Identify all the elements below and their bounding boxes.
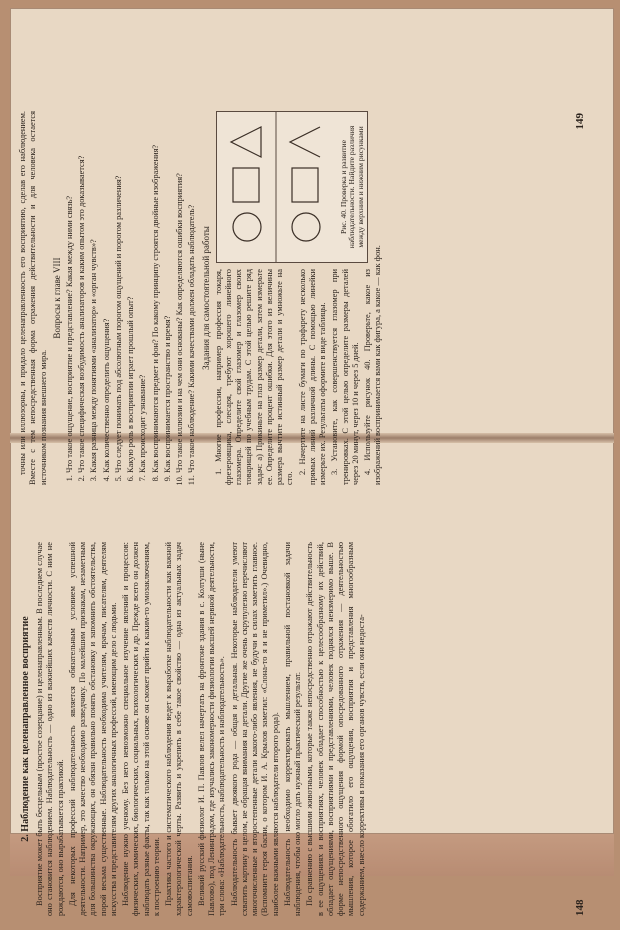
page-148 (10, 530, 590, 930)
question-item: 11. Что такое наблюдение? Какими качествами должен обладать наблюдатель? (187, 111, 197, 473)
question-item: 1. Что такое ощущение, восприятие и представление? Какая между ними связь? (65, 111, 75, 473)
body-paragraph: Наблюдение нужно ученому. Без него невозможно специальное изучение явлений и процессов: физических, химических, биологических, социальных, психологических и др. Прежде всего он должен наблюдать разные факты, так как только на этой основе он сможет прийти к каким-то умозаключениям, к построению теории. (121, 542, 161, 916)
figure-caption: Рис. 40. Проверка и развитие наблюдательности. Найдите различия между верхним и нижним рисунками (338, 125, 365, 249)
illustration-drawing (217, 112, 335, 262)
body-paragraph: Великий русский физиолог И. П. Павлов велел начертать на фронтоне здания в с. Колтуши (ныне Павлово), под Ленинградом, где изучались закономерности физиологии высшей нервной деятельности, три слова: «Наблюдательность, наблюдательность и наблюдательность». (196, 542, 227, 916)
body-paragraph: По сравнению с высшими животными, которые также непосредственно отражают действительность в ее ощущениях и восприятиях, человек обладает способностью к целесообразному их действий, обладает ощущениями, восприятиями и представлениями, человек поднялся неизмеримо выше. В форме непосредственного ощущения формой опосредованного отражения — деятельностью мышления, которое обогатило его ощущения, восприятия и представления многообразным содержанием, внесло коррективы в показания его органов чувств, если они недоста- (305, 542, 366, 916)
body-paragraph: Восприятие может быть бесцельным (простое созерцание) и целенаправленным. В последнем случае оно становится наблюдением. Наблюдательность — одно из важнейших качеств личности. С ним не рождаются, оно вырабатывается практикой. (35, 542, 65, 916)
question-item: 9. Как воспринимается пространство и время? (163, 111, 173, 473)
page-number: 149 (574, 113, 586, 130)
question-item: 2. Что такое специфическая возбудимость анализаторов и каким опытом это доказывается? (77, 111, 87, 473)
question-item: 7. Как происходит узнавание? (138, 111, 148, 473)
figure-40 (216, 111, 368, 263)
questions-list (65, 111, 198, 485)
section-heading: 2. Наблюдение как целенаправленное восприятие (20, 616, 31, 842)
tasks-heading: Задания для самостоятельной работы (200, 226, 211, 370)
page-149 (10, 99, 590, 499)
question-item: 3. Какая разница между понятиями «анализатор» и «орган чувств»? (89, 111, 99, 473)
questions-heading: Вопросы к главе VIII (51, 257, 62, 339)
question-item: 5. Что следует понимать под абсолютным порогом ощущений и порогом различения? (114, 111, 124, 473)
task-paragraph: 4. Используйте рисунок 40. Проверьте, какое из изображений воспринимается вами как фигура, а какое — как фон. (363, 245, 383, 485)
question-item: 4. Как количественно определить ощущения? (102, 111, 112, 473)
task-paragraph: 1. Многие профессии, например профессия токаря, фрезеровщика, слесаря, требуют хорошего линейного глазомера. Определите свой глазомер и глазомер своих товарищей по учебным трудам. С этой целью решите ряд задач: а) Прикиньте на глаз размер детали, затем измерьте ее. Определите процент ошибки. Для этого из величины размера вычтите истинный размер детали и умножьте на сто. (213, 269, 295, 485)
task-paragraph: 2. Начертите на листе бумаги по трафарету несколько прямых линий различной длины. С помощью линейки измерьте их. Результаты оформите в виде таблицы. (297, 269, 327, 485)
intro-paragraph: точны или иллюзорны, и придало целенаправленность его восприятию, сделав его наблюдением. Вместе с тем непосредственная форма отражения действительности и для человека остается источником познания внешнего мира. (18, 111, 48, 485)
question-item: 6. Какую роль в восприятии играет прошлый опыт? (126, 111, 136, 473)
body-paragraph: Наблюдательность необходимо корректировать мышлением, правильной постановкой задачи наблюдения, чтобы оно могло дать нужный практический результат. (282, 542, 302, 916)
body-paragraph: Наблюдательность бывает двоякого рода — общая и детальная. Некоторые наблюдатели умеют схватить картину в целом, не обращая внимания на детали. Другие же очень скрупулезно перечисляют многочисленные и второстепенные детали какого-либо явления, не будучи в силах заметить главное. (Вспомните героя басни, о котором И. А. Крылов заметил: «Слона-то я и не приметил».) Очевидно, наиболее важными являются наблюдатели второго рода). (229, 542, 280, 916)
body-paragraph: Практика частого и систематического наблюдения ведет к выработке наблюдательности как важной характерологической черты. Развить и укрепить в себе такое свойство — одна из актуальных задач самовоспитания. (164, 542, 194, 916)
body-paragraph: Для некоторых профессий наблюдательность является обязательным условием успешной деятельности. Например, это качество необходимо разведчику. По малейшим признакам, незаметным для большинства окружающих, он обязан правильно понять обстановку и запомнить обстоятельства, порой весьма существенные. Наблюдательность необходима учителям, врачам, писателям, деятелям искусства и представителям других аналогичных профессий, имеющим дело с людьми. (67, 542, 118, 916)
question-item: 8. Как воспринимаются предмет и фон? По какому принципу строятся двойные изображения? (151, 111, 161, 473)
task-paragraph: 3. Установите, как совершенствуется глазомер при тренировках. С этой целью определите размеры деталей через 20 минут, через 10 и через 5 дней. (330, 269, 360, 485)
page-number: 148 (574, 899, 586, 916)
question-item: 10. Что такое иллюзии и на чем они основаны? Как определяются ошибки восприятия? (175, 111, 185, 473)
